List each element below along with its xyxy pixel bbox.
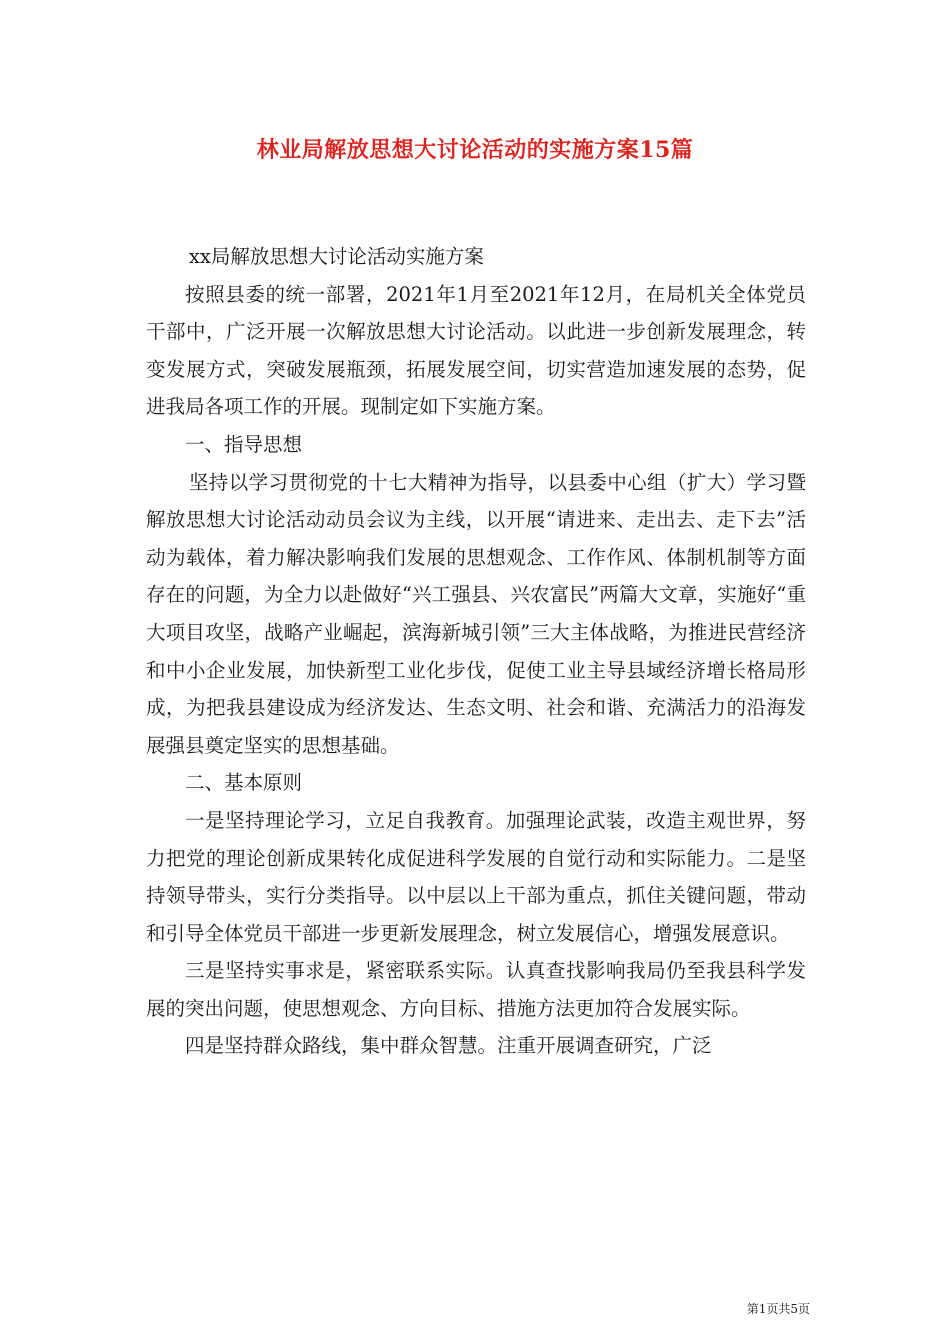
paragraph-intro: 按照县委的统一部署，2021年1月至2021年12月，在局机关全体党员干部中，广泛开展一次解放思想大讨论活动。以此进一步创新发展理念，转变发展方式，突破发展瓶颈，拓展发展空间，切实营造加速发展的态势，促进我局各项工作的开展。现制定如下实施方案。 (146, 282, 806, 419)
paragraph-principles-1-2: 一是坚持理论学习，立足自我教育。加强理论武装，改造主观世界，努力把党的理论创新成果转化成促进科学发展的自觉行动和实际能力。二是坚持领导带头，实行分类指导。以中层以上干部为重点，抓住关键问题，带动和引导全体党员干部进一步更新发展理念，树立发展信心，增强发展意识。 (146, 808, 806, 945)
document-body (146, 238, 806, 1065)
section-heading-basic-principles: 二、基本原则 (185, 771, 303, 795)
paragraph-guiding-ideology: 坚持以学习贯彻党的十七大精神为指导，以县委中心组（扩大）学习暨解放思想大讨论活动动员会议为主线，以开展“请进来、走出去、走下去”活动为载体，着力解决影响我们发展的思想观念、工作作风、体制机制等方面存在的问题，为全力以赴做好“兴工强县、兴农富民”两篇大文章，实施好“重大项目攻坚，战略产业崛起，滨海新城引领”三大主体战略，为推进民营经济和中小企业发展，加快新型工业化步伐，促使工业主导县域经济增长格局形成，为把我县建设成为经济发达、生态文明、社会和谐、充满活力的沿海发展强县奠定坚实的思想基础。 (146, 470, 806, 757)
section-heading-guiding-ideology: 一、指导思想 (185, 432, 303, 456)
page-number: 第1页共5页 (746, 1302, 810, 1316)
document-title: 林业局解放思想大讨论活动的实施方案15篇 (256, 137, 694, 163)
paragraph-principle-4: 四是坚持群众路线，集中群众智慧。注重开展调查研究，广泛 (185, 1034, 712, 1058)
document-subtitle: xx局解放思想大讨论活动实施方案 (188, 245, 484, 268)
paragraph-principle-3: 三是坚持实事求是，紧密联系实际。认真查找影响我局仍至我县科学发展的突出问题，使思想观念、方向目标、措施方法更加符合发展实际。 (146, 959, 806, 1020)
